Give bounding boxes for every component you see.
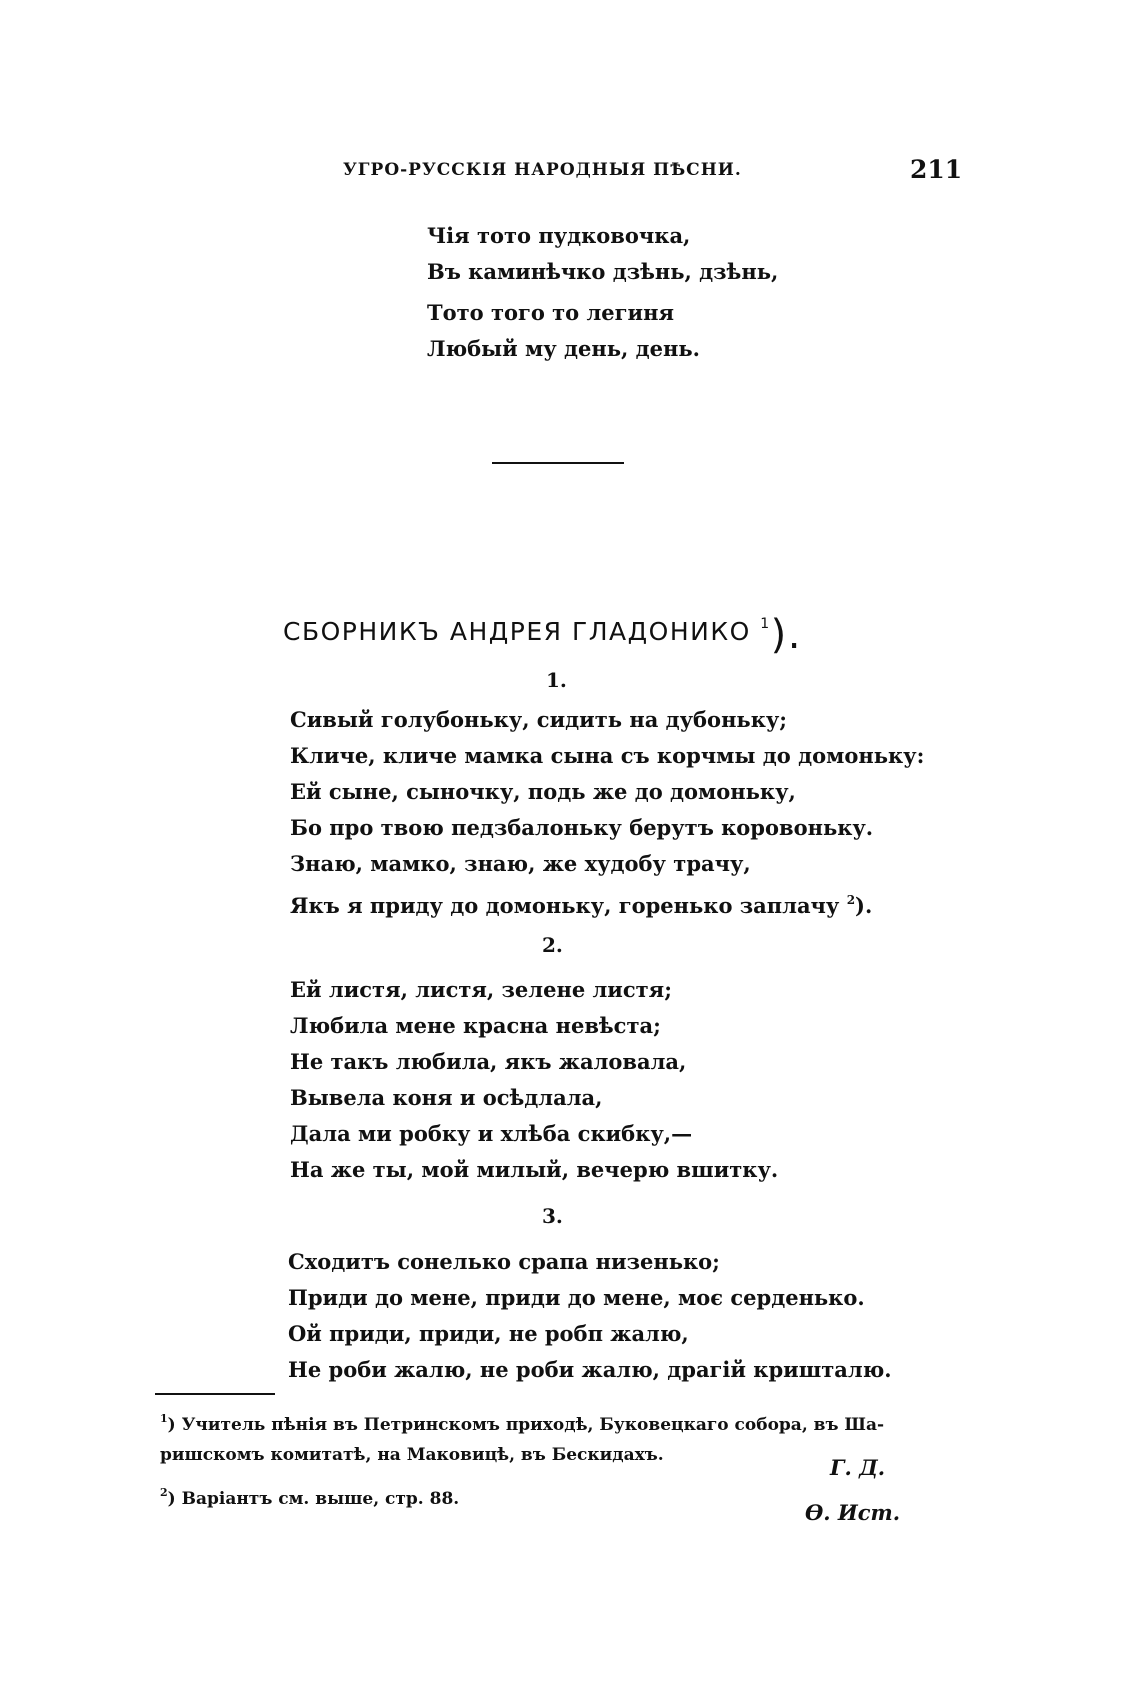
intro-verse — [427, 218, 778, 367]
verse-line: Вывела коня и осѣдлала, — [290, 1085, 603, 1110]
verse-line-text: Якъ я приду до домоньку, горенько заплачу — [290, 893, 840, 918]
verse-line: Не такъ любила, якъ жаловала, — [290, 1049, 687, 1074]
verse-line: Знаю, мамко, знаю, же худобу трачу, — [290, 851, 751, 876]
footnote-marker: 1 — [160, 1412, 168, 1425]
verse-line: Сивый голубоньку, сидить на дубоньку; — [290, 707, 788, 732]
verse-line: Приди до мене, приди до мене, моє серденько. — [288, 1285, 865, 1310]
song-3 — [288, 1244, 892, 1388]
verse-line: Не роби жалю, не роби жалю, драгій кришталю. — [288, 1357, 892, 1382]
verse-line-end: ). — [855, 893, 873, 918]
page-number: 211 — [910, 155, 963, 184]
section-title — [283, 612, 802, 658]
verse-line: Любила мене красна невѣста; — [290, 1013, 661, 1038]
song-number-2: 2. — [542, 933, 563, 957]
footnote-rule — [155, 1393, 275, 1395]
verse-line: Бо про твою педзбалоньку берутъ коровоньку. — [290, 815, 874, 840]
footnote-marker: 2 — [160, 1486, 168, 1499]
footnote-line — [160, 1404, 884, 1440]
verse-line: Сходитъ сонелько срапа низенько; — [288, 1249, 720, 1274]
song-1 — [290, 702, 924, 918]
signature-first: Г. Д. — [830, 1455, 886, 1480]
footnote-text: ) Учитель пѣнія въ Петринскомъ приходѣ, Буковецкаго собора, въ Ша- — [167, 1415, 885, 1435]
footnote-1 — [160, 1404, 884, 1470]
verse-line: На же ты, мой милый, вечерю вшитку. — [290, 1157, 779, 1182]
verse-line: Кличе, кличе мамка сына съ корчмы до домоньку: — [290, 743, 925, 768]
footnote-2 — [160, 1478, 459, 1514]
footnote-text: ) Варіантъ см. выше, стр. 88. — [167, 1489, 460, 1509]
song-number-3: 3. — [542, 1204, 563, 1228]
verse-line: Ей сыне, сыночку, подь же до домоньку, — [290, 779, 796, 804]
section-title-closing: ). — [770, 612, 802, 658]
verse-line: Чія тото пудковочка, — [427, 223, 691, 248]
verse-line: Дала ми робку и хлѣба скибку,— — [290, 1121, 693, 1146]
signature-second: Ѳ. Ист. — [805, 1500, 901, 1525]
section-title-text: СБОРНИКЪ АНДРЕЯ ГЛАДОНИКО — [283, 617, 751, 646]
footnote-ref-1: 1 — [760, 616, 771, 632]
verse-line: Въ каминѣчко дзѣнь, дзѣнь, — [427, 259, 779, 284]
verse-line-last — [290, 882, 924, 918]
verse-line: Тото того то легиня — [427, 300, 674, 325]
verse-line: Любый му день, день. — [427, 336, 700, 361]
footnote-ref-2: 2 — [846, 893, 856, 907]
verse-line: Ей листя, листя, зелене листя; — [290, 977, 672, 1002]
running-title: УГРО-РУССКІЯ НАРОДНЫЯ ПѢСНИ. — [343, 160, 742, 180]
song-2 — [290, 972, 778, 1188]
song-number-1: 1. — [546, 668, 567, 692]
footnote-line: ришскомъ комитатѣ, на Маковицѣ, въ Бескидахъ. — [160, 1445, 664, 1465]
footnote-line — [160, 1478, 459, 1514]
verse-line: Ой приди, приди, не робп жалю, — [288, 1321, 689, 1346]
section-divider — [492, 462, 624, 464]
